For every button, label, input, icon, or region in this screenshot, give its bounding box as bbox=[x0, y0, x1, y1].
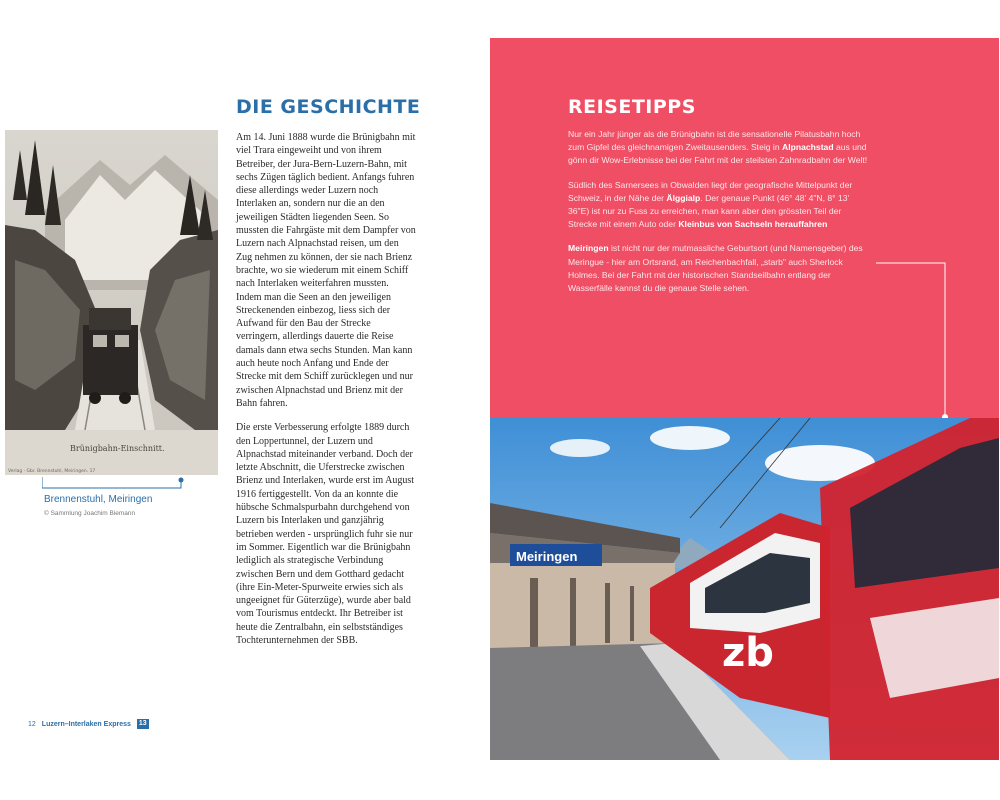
tip-1-text-a: Nur ein Jahr jünger als die Brünigbahn ist die sensationelle Pilatusbahn hoch zum Gipfel des gleichnamigen Zweitausenders. Steig in bbox=[568, 129, 861, 153]
tip-2-text-b: . Der genaue Punkt (46° 48' 4"N, 8° 13' 36"E) ist nur zu Fuss zu erreichen, man kann aber den grössten Teil der Strecke mit einem Auto oder bbox=[568, 192, 850, 230]
tip-3-place: Meiringen bbox=[568, 243, 609, 254]
section-heading-reisetipps: REISETIPPS bbox=[568, 96, 696, 118]
history-paragraph-2: Die erste Verbesserung erfolgte 1889 durch den Loppertunnel, der Luzern und Alpnachstad miteinander verband. Doch der letzte Abschnitt, die Uferstrecke zwischen Brienz und Interlaken, wurde erst im August 1916 fertiggestellt. Von da an konnte die hübsche Schmalspurbahn durchgehend von Luzern bis Interlaken und ganzjährig betrieben werden - ursprünglich fuhr sie nur im Sommer. Eigentlich war die Brünigbahn lediglich als strategische Verbindung zwischen Bern und dem Gotthard gedacht (ihre Ein-Meter-Spurweite erwies sich als ungeeignet für Güterzüge), wurde aber bald vom Tourismus entdeckt. Ihr Betreiber ist heute die Zentralbahn, ein selbstständiges Tochterunternehmen der SBB. bbox=[236, 422, 415, 646]
historical-postcard-photo bbox=[5, 130, 218, 475]
tips-connector-line bbox=[876, 262, 948, 422]
tip-2-route: Kleinbus von Sachseln herauffahren bbox=[678, 219, 828, 230]
train-logo: zb bbox=[722, 630, 774, 676]
postcard-publisher: Verlag · Gbr. Brennstuhl, Meiringen. 17 bbox=[8, 469, 96, 474]
section-heading-geschichte: DIE GESCHICHTE bbox=[236, 96, 421, 118]
train-station-photo bbox=[490, 418, 999, 760]
travel-tips-text bbox=[568, 128, 868, 306]
tip-paragraph-1 bbox=[568, 128, 868, 168]
history-paragraph-1: Am 14. Juni 1888 wurde die Brünigbahn mit viel Trara eingeweiht und von ihrem Betreiber, der Jura-Bern-Luzern-Bahn, mit sechs Zügen täglich bedient. Anfangs fuhren diese allerdings weder Luzern noch Interlaken an, sondern nur die an den jeweiligen Städten liegenden Seen. So mussten die Fahrgäste mit dem Dampfer von Luzern nach Alpnachstad reisen, um den Zug nehmen zu können, der sie nach Brienz brachte, wo sie wiederum mit einem Schiff nach Interlaken weiterfahren mussten. Indem man die Seen an den jeweiligen Streckenenden einbezog, liess sich der Aufwand für den Bau der Strecke verringern, allerdings dauerte die Reise damals dann etwa sechs Stunden. Man kann auch heute noch Anfang und Ende der Strecke mit dem Schiff zurücklegen und nur zwischen Alpnachstad und Brienz mit der Bahn fahren. bbox=[236, 132, 416, 409]
tip-1-text-b: aus und gönn dir Wow-Erlebnisse bei der Fahrt mit der steilsten Zahnradbahn der Welt! bbox=[568, 142, 868, 166]
tip-2-text-a: Südlich des Sarnersees in Obwalden liegt der geografische Mittelpunkt der Schweiz, in der Nähe der bbox=[568, 179, 853, 203]
photo-caption-title: Brennenstuhl, Meiringen bbox=[44, 494, 153, 505]
photo-caption-credit: © Sammlung Joachim Biemann bbox=[44, 510, 136, 517]
footer-title: Luzern–Interlaken Express bbox=[41, 720, 131, 728]
tip-paragraph-2 bbox=[568, 179, 868, 232]
tip-3-text: ist nicht nur der mutmassliche Geburtsort (und Namensgeber) des Meringue - hier am Ortsrand, am Reichenbachfall, „starb" auch Sherlock Holmes. Bei der Fahrt mit der historischen Standseilbahn entlang der Wasserfälle kannst du die genaue Stelle sehen. bbox=[568, 243, 863, 294]
caption-connector-line bbox=[42, 477, 184, 489]
page-number: 12 bbox=[28, 720, 36, 728]
history-text bbox=[236, 131, 416, 658]
station-sign: Meiringen bbox=[516, 549, 578, 564]
page-badge: 13 bbox=[138, 720, 147, 727]
tip-2-place: Älggialp bbox=[666, 192, 701, 203]
postcard-inscription: Brünigbahn-Einschnitt. bbox=[70, 444, 165, 453]
tip-paragraph-3 bbox=[568, 242, 868, 295]
page-footer bbox=[28, 719, 149, 729]
tip-1-place: Alpnachstad bbox=[782, 142, 834, 153]
